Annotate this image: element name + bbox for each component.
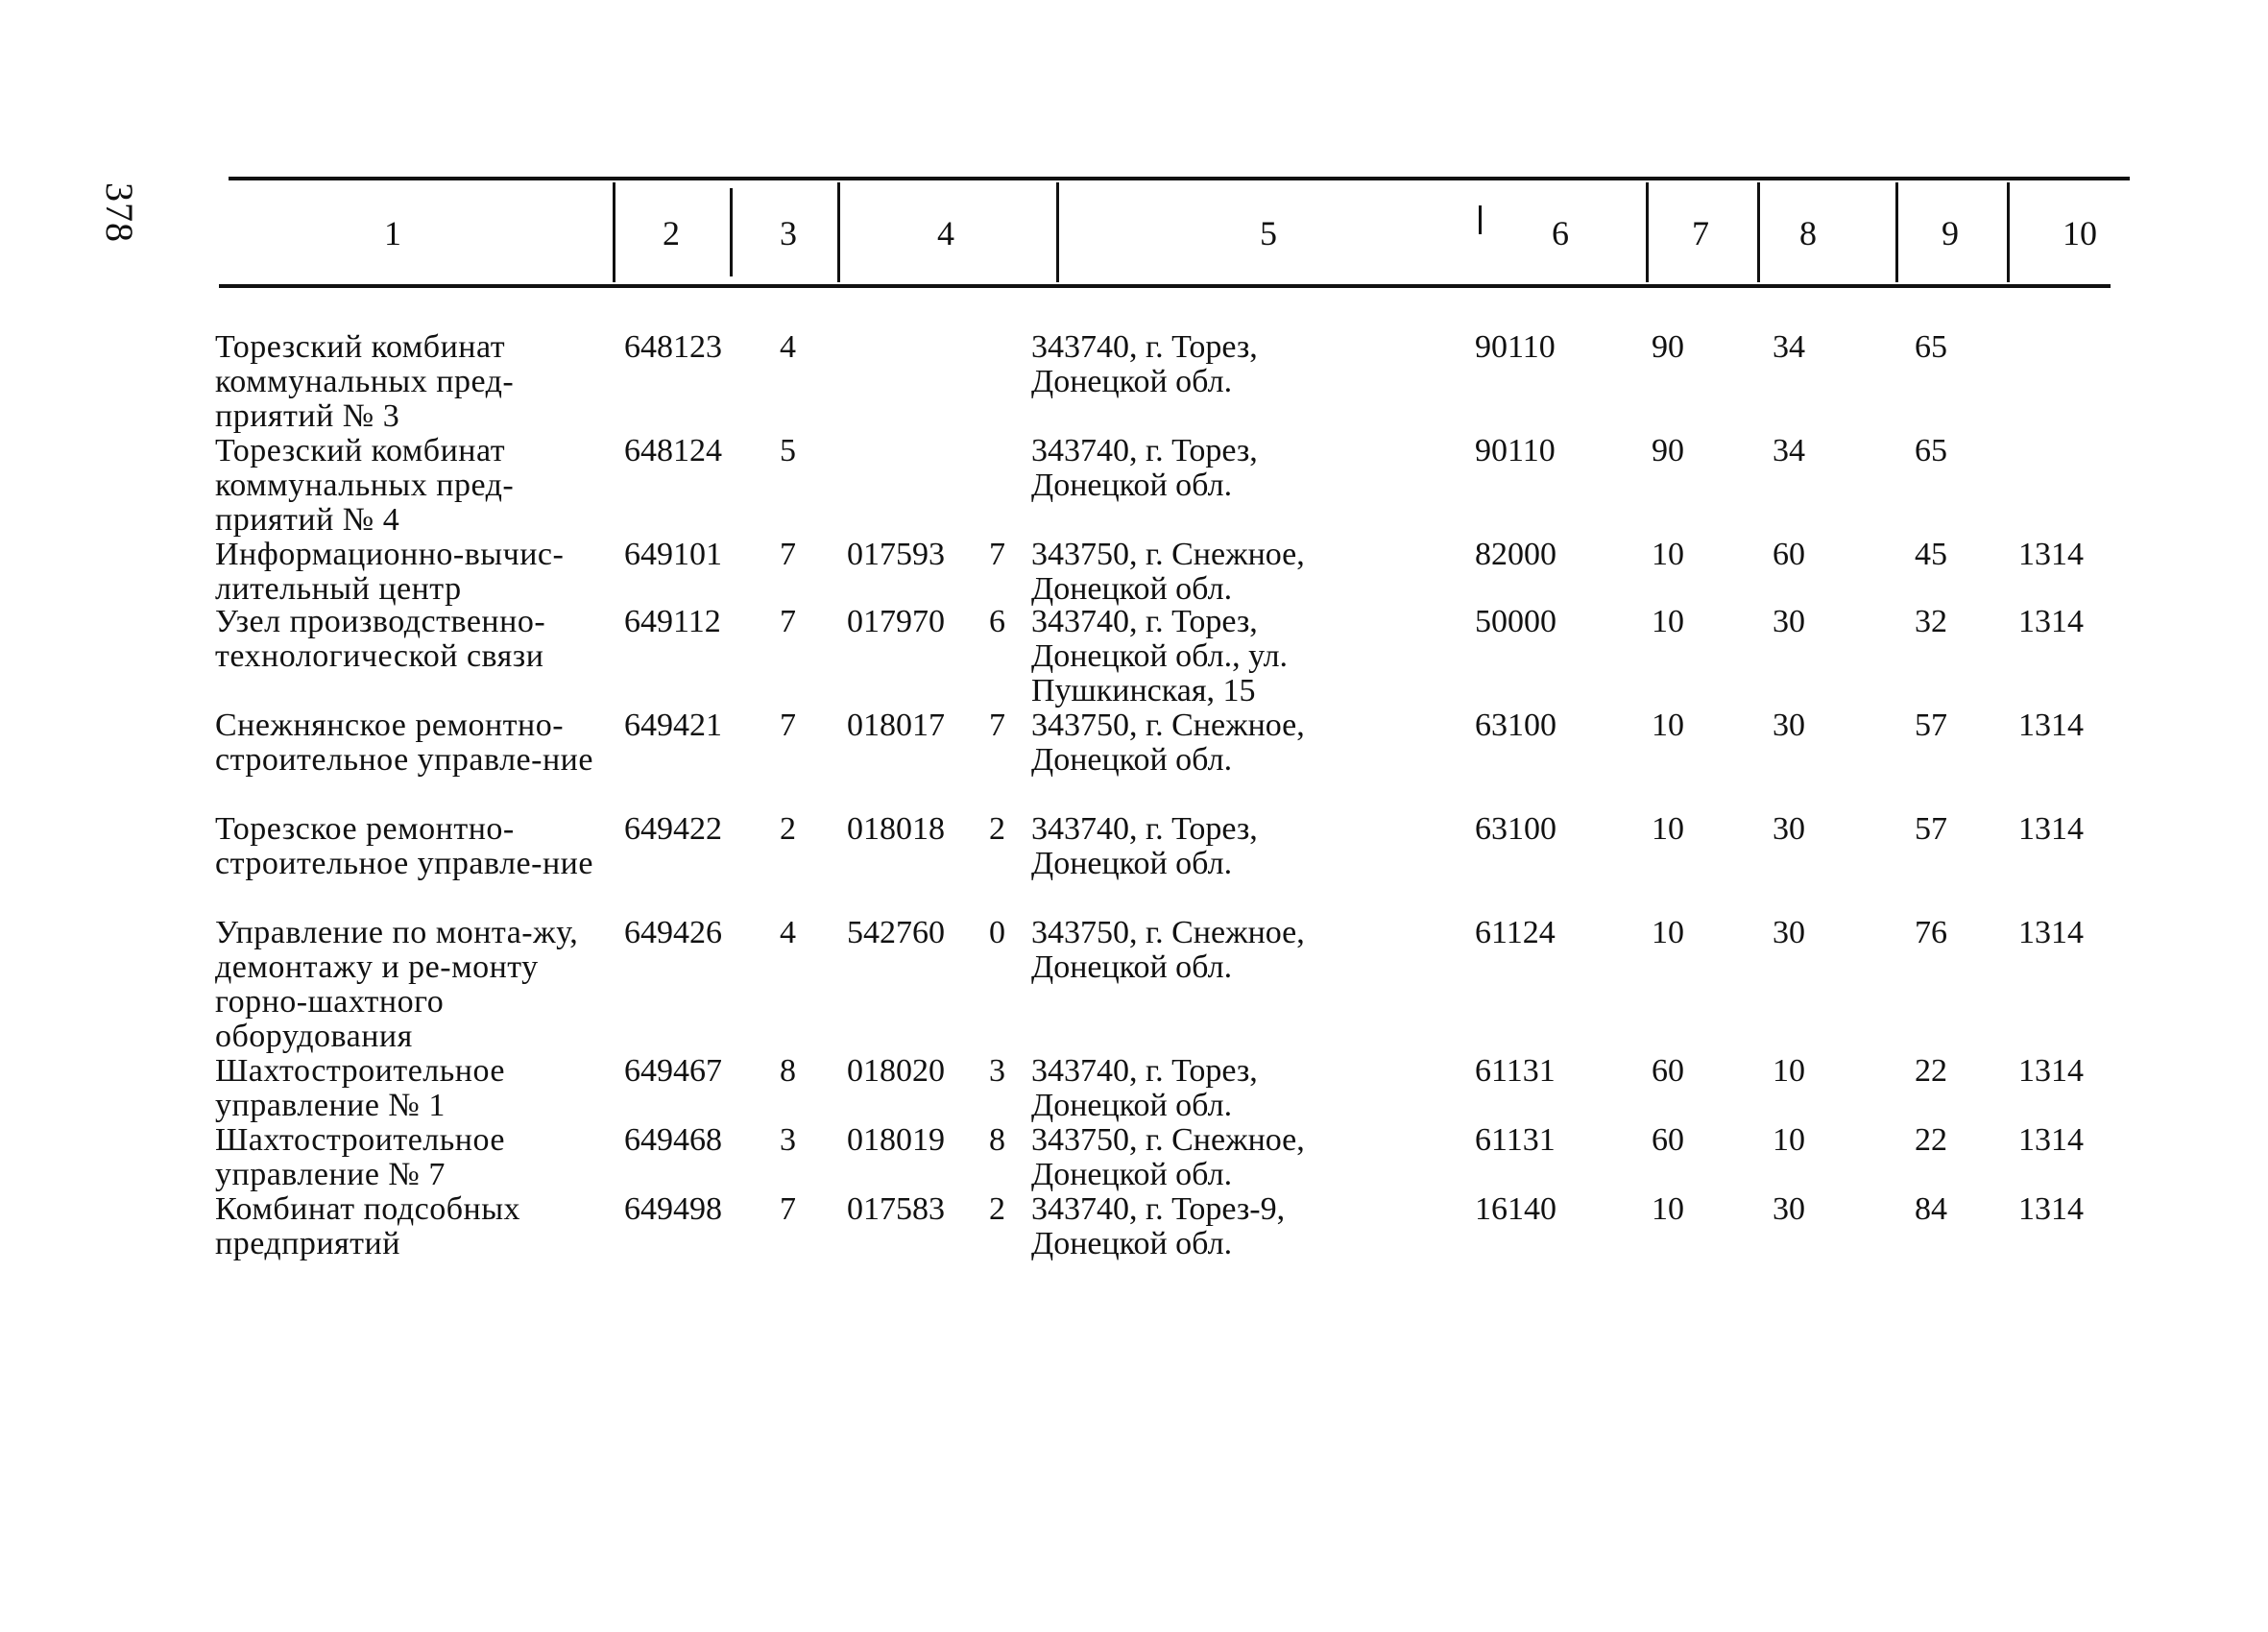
- check-digit-cell: 3: [780, 1122, 796, 1158]
- address-cell: 343750, г. Снежное, Донецкой обл.: [1031, 915, 1305, 985]
- header-col-9: 9: [1942, 214, 1959, 252]
- code-cell: 1314: [2018, 915, 2084, 950]
- check-digit-cell: 6: [989, 604, 1005, 639]
- enterprise-name: Снежнянское ремонтно-строительное управле-ние: [215, 708, 593, 778]
- code-cell: 649421: [624, 708, 722, 743]
- column-separator: [1646, 182, 1649, 282]
- code-cell: 32: [1915, 604, 1947, 639]
- column-separator: [1056, 182, 1059, 282]
- check-digit-cell: 4: [780, 329, 796, 365]
- code-cell: 60: [1652, 1053, 1684, 1089]
- page-number: 378: [98, 182, 141, 243]
- check-digit-cell: 3: [989, 1053, 1005, 1089]
- header-col-4: 4: [937, 214, 954, 252]
- table-top-rule: [229, 177, 2130, 180]
- code-cell: 1314: [2018, 1191, 2084, 1227]
- code-cell: 22: [1915, 1122, 1947, 1158]
- code-cell: 1314: [2018, 1122, 2084, 1158]
- check-digit-cell: 7: [780, 708, 796, 743]
- code-cell: 649467: [624, 1053, 722, 1089]
- code-cell: 90: [1652, 329, 1684, 365]
- check-digit-cell: 5: [780, 433, 796, 468]
- address-cell: 343750, г. Снежное, Донецкой обл.: [1031, 1122, 1305, 1192]
- column-separator: [2007, 182, 2010, 282]
- column-separator: [1479, 205, 1482, 234]
- code-cell: 648124: [624, 433, 722, 468]
- code-cell: 76: [1915, 915, 1947, 950]
- code-cell: 61131: [1475, 1053, 1556, 1089]
- address-cell: 343740, г. Торез, Донецкой обл.: [1031, 433, 1258, 503]
- check-digit-cell: 7: [780, 537, 796, 572]
- check-digit-cell: 7: [989, 537, 1005, 572]
- enterprise-name: Узел производственно-технологической связи: [215, 604, 546, 674]
- code-cell: 1314: [2018, 1053, 2084, 1089]
- code-cell: 16140: [1475, 1191, 1556, 1227]
- code-cell: 018019: [847, 1122, 945, 1158]
- code-cell: 10: [1652, 915, 1684, 950]
- code-cell: 90110: [1475, 329, 1556, 365]
- code-cell: 1314: [2018, 537, 2084, 572]
- address-cell: 343740, г. Торез, Донецкой обл.: [1031, 1053, 1258, 1123]
- address-cell: 343750, г. Снежное, Донецкой обл.: [1031, 537, 1305, 607]
- header-col-5: 5: [1260, 214, 1277, 252]
- code-cell: 017593: [847, 537, 945, 572]
- enterprise-name: Шахтостроительное управление № 1: [215, 1053, 505, 1123]
- code-cell: 542760: [847, 915, 945, 950]
- check-digit-cell: 7: [780, 604, 796, 639]
- code-cell: 22: [1915, 1053, 1947, 1089]
- header-col-8: 8: [1799, 214, 1817, 252]
- code-cell: 649498: [624, 1191, 722, 1227]
- code-cell: 10: [1652, 811, 1684, 847]
- column-separator: [613, 182, 615, 282]
- code-cell: 30: [1773, 604, 1805, 639]
- code-cell: 018018: [847, 811, 945, 847]
- check-digit-cell: 2: [989, 1191, 1005, 1227]
- header-col-3: 3: [780, 214, 797, 252]
- code-cell: 45: [1915, 537, 1947, 572]
- header-col-2: 2: [663, 214, 680, 252]
- code-cell: 649468: [624, 1122, 722, 1158]
- code-cell: 65: [1915, 433, 1947, 468]
- address-cell: 343740, г. Торез-9, Донецкой обл.: [1031, 1191, 1286, 1261]
- check-digit-cell: 7: [989, 708, 1005, 743]
- enterprise-name: Торезский комбинат коммунальных пред-приятий № 3: [215, 329, 515, 434]
- header-col-6: 6: [1552, 214, 1569, 252]
- code-cell: 10: [1652, 537, 1684, 572]
- code-cell: 1314: [2018, 811, 2084, 847]
- code-cell: 30: [1773, 811, 1805, 847]
- header-col-10: 10: [2063, 214, 2097, 252]
- table-header-bottom-rule: [219, 284, 2111, 288]
- code-cell: 1314: [2018, 708, 2084, 743]
- code-cell: 10: [1652, 604, 1684, 639]
- enterprise-name: Торезское ремонтно-строительное управле-ние: [215, 811, 593, 881]
- code-cell: 61124: [1475, 915, 1556, 950]
- code-cell: 649422: [624, 811, 722, 847]
- header-col-7: 7: [1692, 214, 1709, 252]
- code-cell: 63100: [1475, 708, 1556, 743]
- enterprise-name: Управление по монта-жу, демонтажу и ре-монту горно-шахтного оборудования: [215, 915, 579, 1054]
- code-cell: 10: [1773, 1053, 1805, 1089]
- code-cell: 10: [1652, 708, 1684, 743]
- code-cell: 30: [1773, 915, 1805, 950]
- code-cell: 649101: [624, 537, 722, 572]
- code-cell: 018020: [847, 1053, 945, 1089]
- check-digit-cell: 0: [989, 915, 1005, 950]
- column-separator: [1757, 182, 1760, 282]
- code-cell: 61131: [1475, 1122, 1556, 1158]
- code-cell: 018017: [847, 708, 945, 743]
- check-digit-cell: 2: [780, 811, 796, 847]
- address-cell: 343740, г. Торез, Донецкой обл., ул. Пушкинская, 15: [1031, 604, 1289, 708]
- header-col-1: 1: [384, 214, 401, 252]
- code-cell: 30: [1773, 708, 1805, 743]
- code-cell: 60: [1773, 537, 1805, 572]
- code-cell: 90110: [1475, 433, 1556, 468]
- enterprise-name: Торезский комбинат коммунальных пред-приятий № 4: [215, 433, 515, 538]
- code-cell: 50000: [1475, 604, 1556, 639]
- code-cell: 65: [1915, 329, 1947, 365]
- code-cell: 017970: [847, 604, 945, 639]
- check-digit-cell: 8: [780, 1053, 796, 1089]
- check-digit-cell: 2: [989, 811, 1005, 847]
- column-separator: [1895, 182, 1898, 282]
- check-digit-cell: 8: [989, 1122, 1005, 1158]
- code-cell: 90: [1652, 433, 1684, 468]
- column-separator: [730, 188, 733, 276]
- code-cell: 84: [1915, 1191, 1947, 1227]
- code-cell: 60: [1652, 1122, 1684, 1158]
- code-cell: 649112: [624, 604, 721, 639]
- check-digit-cell: 4: [780, 915, 796, 950]
- code-cell: 34: [1773, 433, 1805, 468]
- address-cell: 343740, г. Торез, Донецкой обл.: [1031, 811, 1258, 881]
- code-cell: 1314: [2018, 604, 2084, 639]
- code-cell: 30: [1773, 1191, 1805, 1227]
- code-cell: 10: [1652, 1191, 1684, 1227]
- code-cell: 57: [1915, 708, 1947, 743]
- code-cell: 648123: [624, 329, 722, 365]
- code-cell: 10: [1773, 1122, 1805, 1158]
- column-separator: [837, 182, 840, 282]
- code-cell: 34: [1773, 329, 1805, 365]
- code-cell: 649426: [624, 915, 722, 950]
- enterprise-name: Шахтостроительное управление № 7: [215, 1122, 505, 1192]
- address-cell: 343750, г. Снежное, Донецкой обл.: [1031, 708, 1305, 778]
- check-digit-cell: 7: [780, 1191, 796, 1227]
- enterprise-name: Информационно-вычис-лительный центр: [215, 537, 565, 607]
- address-cell: 343740, г. Торез, Донецкой обл.: [1031, 329, 1258, 399]
- code-cell: 63100: [1475, 811, 1556, 847]
- code-cell: 82000: [1475, 537, 1556, 572]
- code-cell: 57: [1915, 811, 1947, 847]
- code-cell: 017583: [847, 1191, 945, 1227]
- enterprise-name: Комбинат подсобных предприятий: [215, 1191, 521, 1261]
